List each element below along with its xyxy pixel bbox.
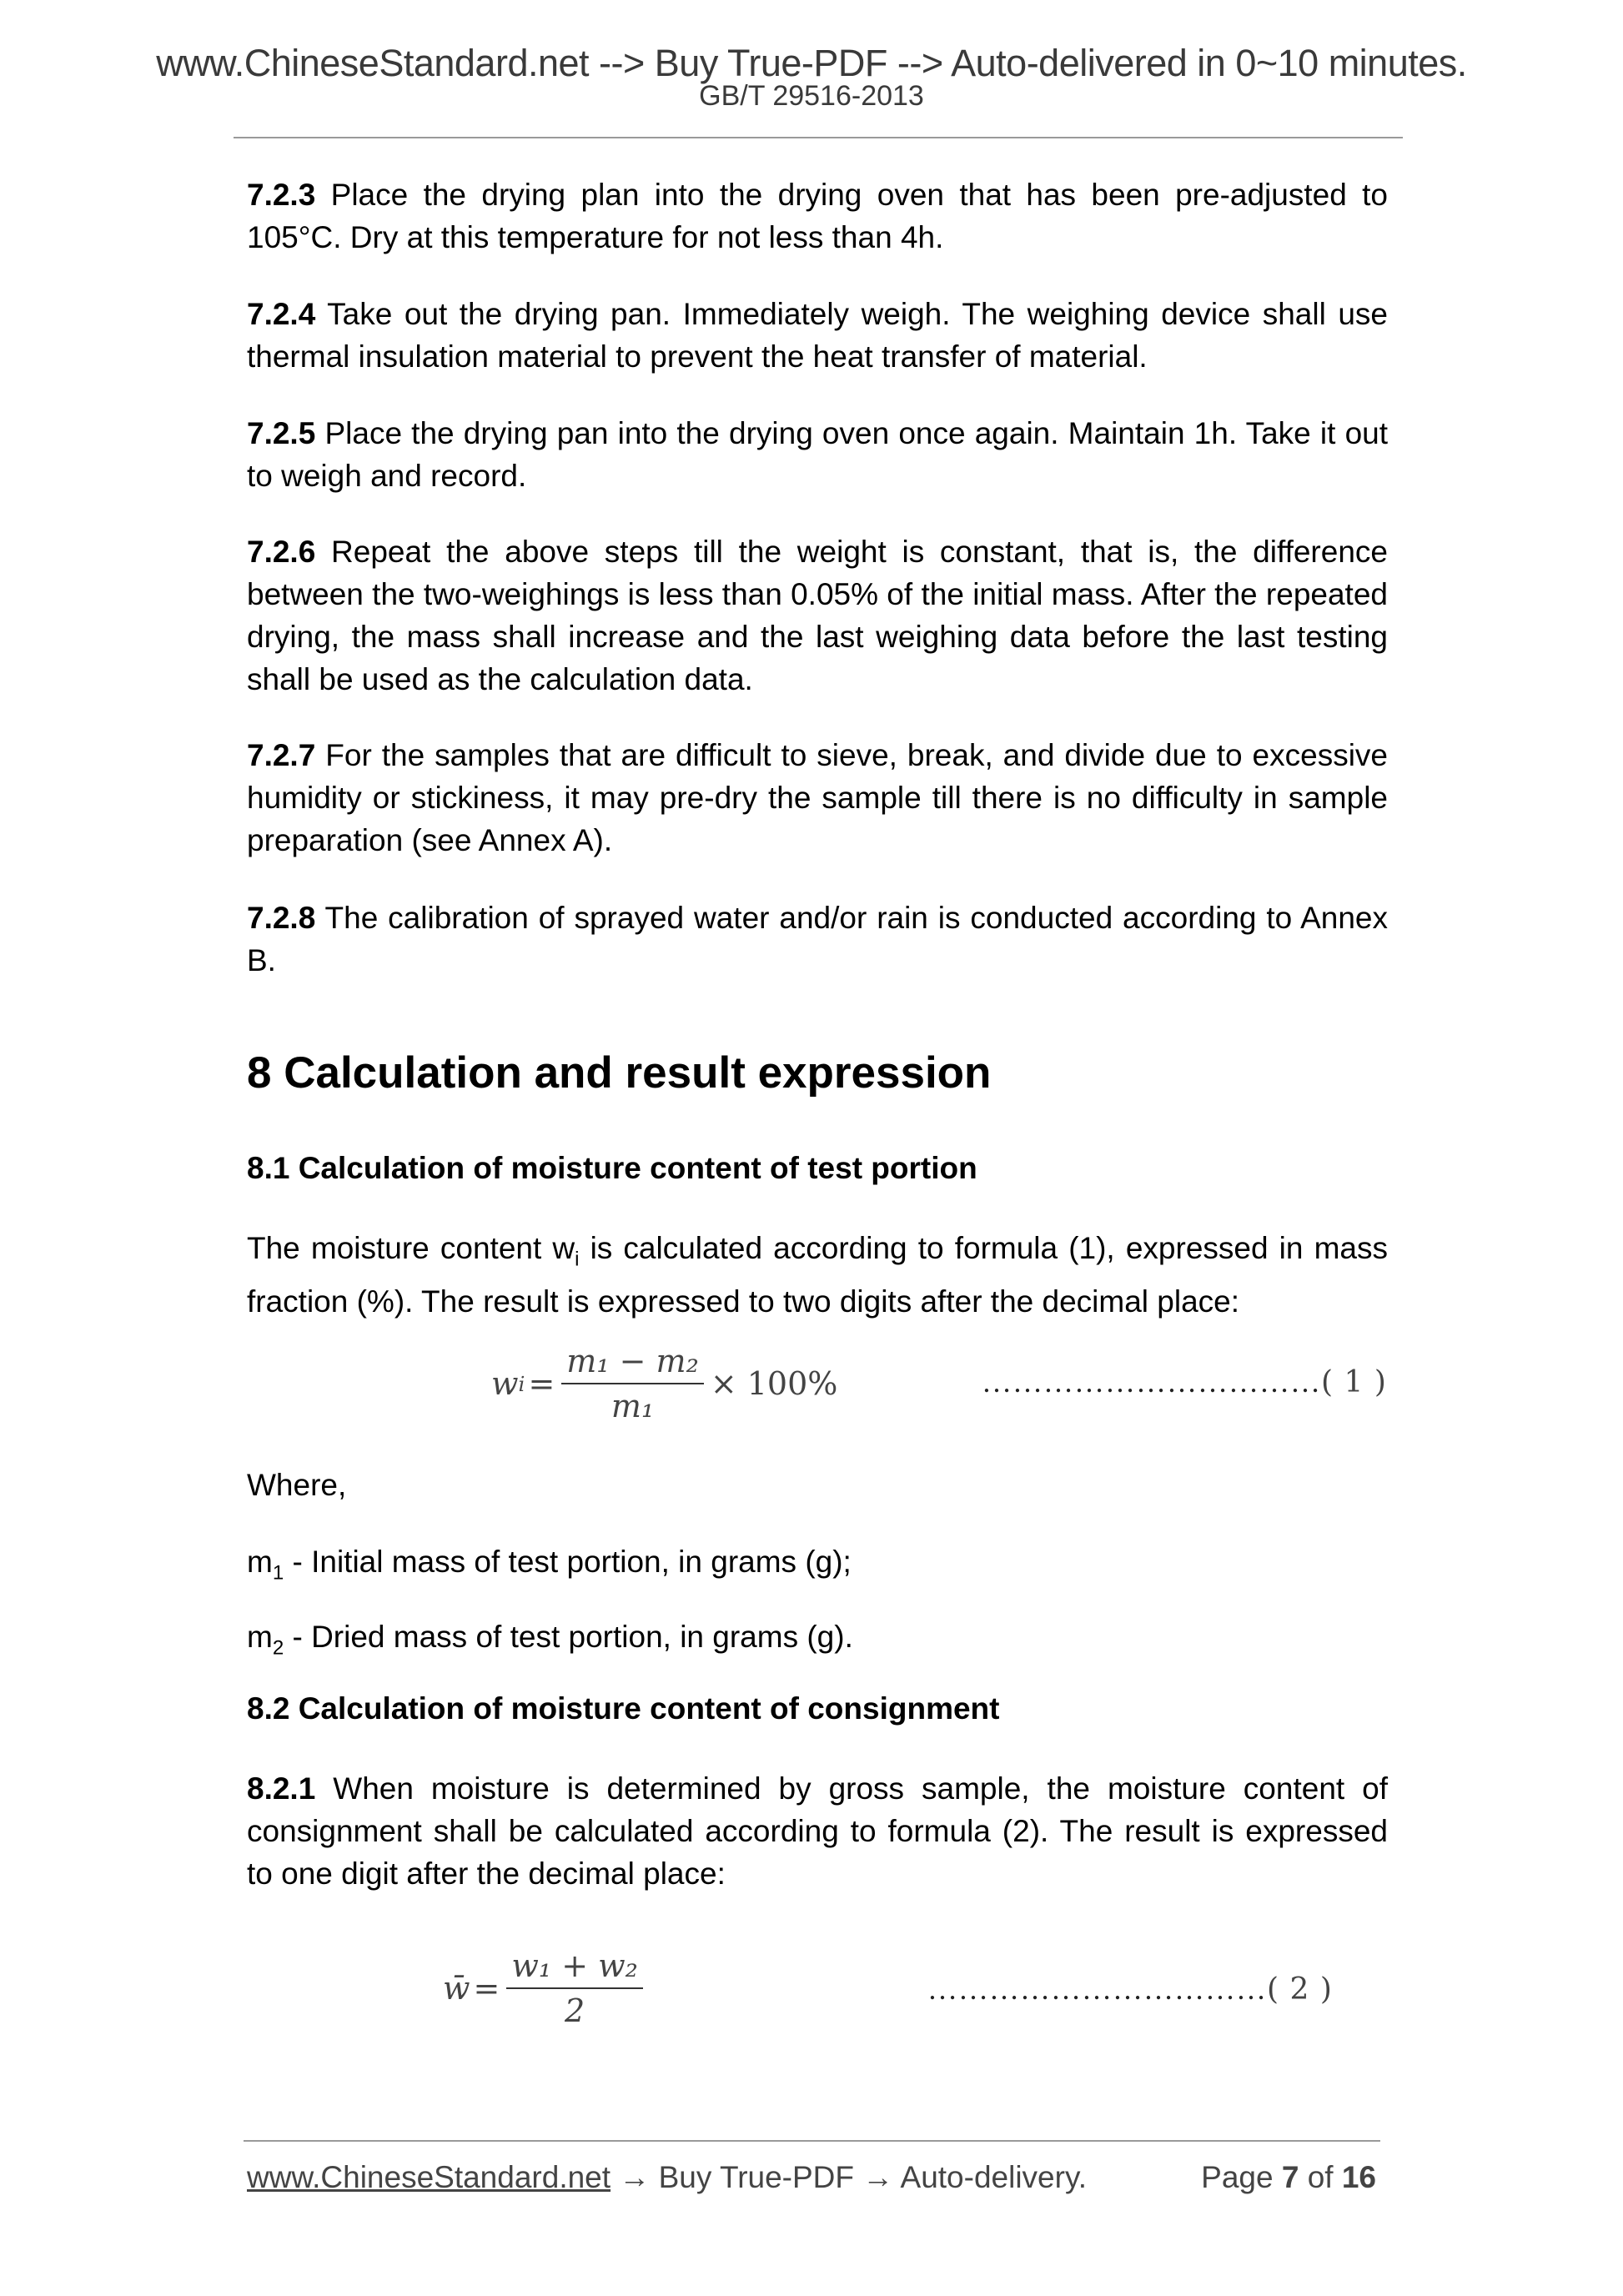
- clause-text: Place the drying plan into the drying oven that has been pre-adjusted to 105°C. Dry at this temperature for not less than 4h.: [247, 178, 1388, 254]
- subscript: i: [575, 1248, 580, 1271]
- denominator: 2: [565, 1992, 585, 2029]
- clause-number: 7.2.4: [247, 297, 316, 331]
- clause-7-2-6: [247, 530, 1388, 701]
- clause-number: 7.2.8: [247, 901, 316, 935]
- footer-divider: [244, 2140, 1380, 2142]
- definition: - Dried mass of test portion, in grams (g).: [284, 1620, 853, 1654]
- m2-definition: [247, 1615, 1388, 1669]
- header-divider: [234, 137, 1403, 138]
- numerator: m₁ − m₂: [561, 1343, 704, 1384]
- fraction: [561, 1343, 704, 1424]
- footer-tagline: → Buy True-PDF → Auto-delivery.: [611, 2160, 1087, 2194]
- clause-7-2-8: [247, 897, 1388, 982]
- symbol: m: [247, 1620, 273, 1654]
- m1-definition: [247, 1540, 1388, 1594]
- standard-number: GB/T 29516-2013: [699, 80, 924, 112]
- subscript: 2: [272, 1636, 284, 1660]
- intro-text: The moisture content w: [247, 1231, 575, 1265]
- clause-number: 7.2.7: [247, 738, 316, 772]
- equals-sign: =: [528, 1365, 555, 1402]
- clause-text: Repeat the above steps till the weight is constant, that is, the difference between the two-weighings is less than 0.05% of the initial mass. After the repeated drying, the mass shall increase and the last weighing data before the last testing shall be used as the calculation data.: [247, 535, 1388, 696]
- of-label: of: [1307, 2160, 1334, 2194]
- clause-text: When moisture is determined by gross sample, the moisture content of consignment shall be calculated according to formula (2). The result is expressed to one digit after the decimal place:: [247, 1771, 1389, 1891]
- leader-dots: ……………………………: [927, 1972, 1267, 2006]
- clause-7-2-7: [247, 734, 1388, 862]
- page-indicator: [1201, 2160, 1376, 2195]
- section-8-1-heading: 8.1 Calculation of moisture content of test portion: [247, 1151, 977, 1185]
- intro-text: is calculated according to formula (1), expressed in mass fraction (%). The result is expressed to two digits after the decimal place:: [247, 1231, 1388, 1319]
- formula-multiplier: × 100%: [710, 1365, 838, 1402]
- symbol: m: [247, 1545, 273, 1579]
- where-label: Where,: [247, 1468, 347, 1502]
- clause-number: 7.2.5: [247, 416, 316, 450]
- clause-number: 8.2.1: [247, 1771, 316, 1806]
- current-page: 7: [1281, 2160, 1299, 2194]
- section-8-2-heading: 8.2 Calculation of moisture content of consignment: [247, 1691, 1000, 1726]
- clause-text: For the samples that are difficult to sieve, break, and divide due to excessive humidity or stickiness, it may pre-dry the sample till there is no difficulty in sample preparation (see Annex A).: [247, 738, 1388, 857]
- formula-1-leader: [982, 1364, 1387, 1399]
- equals-sign: =: [473, 1970, 500, 2007]
- clause-number: 7.2.3: [247, 178, 316, 212]
- website-link[interactable]: www.ChineseStandard.net: [247, 2160, 611, 2194]
- clause-7-2-4: [247, 293, 1388, 378]
- numerator: w₁ + w₂: [506, 1947, 643, 1989]
- subscript: 1: [272, 1561, 284, 1585]
- formula-lhs: w̄: [443, 1970, 470, 2007]
- clause-8-2-1: [247, 1767, 1388, 1895]
- section-8-heading: 8 Calculation and result expression: [247, 1048, 992, 1098]
- clause-7-2-3: [247, 173, 1388, 259]
- denominator: m₁: [611, 1388, 655, 1424]
- formula-number: ( 1 ): [1321, 1365, 1387, 1399]
- definition: - Initial mass of test portion, in grams (g);: [284, 1545, 852, 1579]
- clause-number: 7.2.6: [247, 535, 316, 569]
- total-pages: 16: [1341, 2160, 1376, 2194]
- clause-text: The calibration of sprayed water and/or rain is conducted according to Annex B.: [247, 901, 1388, 977]
- section-8-1-intro: [247, 1227, 1388, 1323]
- formula-1: [491, 1343, 837, 1424]
- formula-2: [443, 1947, 650, 2029]
- formula-lhs-sub: i: [518, 1371, 525, 1396]
- formula-lhs: w: [491, 1365, 519, 1402]
- fraction: [506, 1947, 643, 2029]
- clause-7-2-5: [247, 412, 1388, 497]
- formula-2-leader: [927, 1972, 1333, 2007]
- footer-left: [247, 2160, 1087, 2195]
- page-label: Page: [1201, 2160, 1274, 2194]
- formula-number: ( 2 ): [1267, 1972, 1333, 2007]
- clause-text: Place the drying pan into the drying oven once again. Maintain 1h. Take it out to weigh and record.: [247, 416, 1389, 493]
- leader-dots: ……………………………: [982, 1365, 1321, 1399]
- header-banner: www.ChineseStandard.net --> Buy True-PDF --> Auto-delivered in 0~10 minutes.: [156, 42, 1467, 84]
- clause-text: Take out the drying pan. Immediately weigh. The weighing device shall use thermal insulation material to prevent the heat transfer of material.: [247, 297, 1388, 374]
